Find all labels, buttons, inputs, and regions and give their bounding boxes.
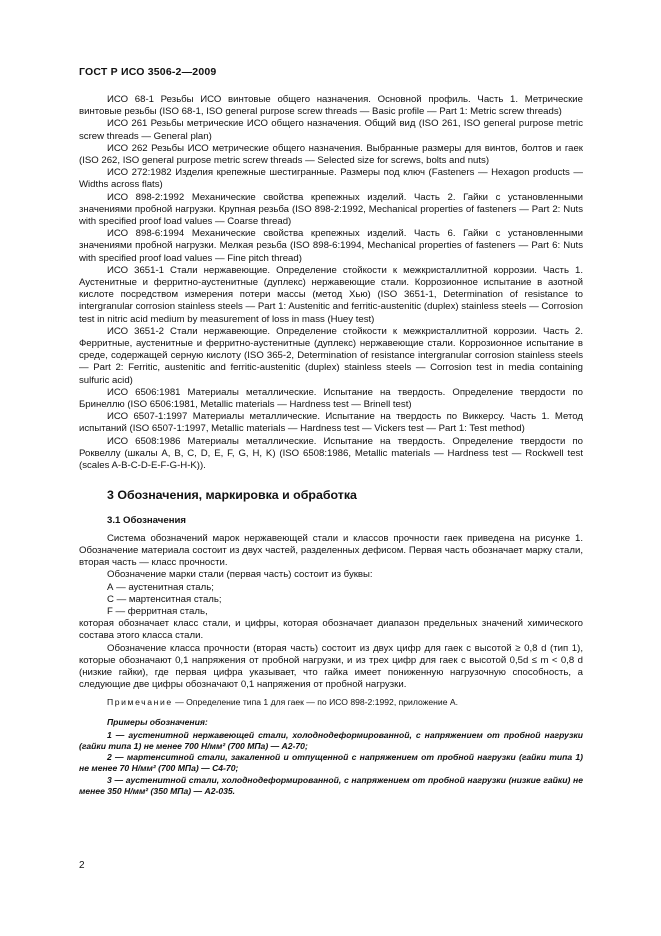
list-item-martensitic: С — мартенситная сталь; [107, 593, 222, 605]
page-number: 2 [79, 860, 85, 871]
paragraph-steel-grade: Обозначение марки стали (первая часть) состоит из буквы: [107, 569, 373, 581]
list-item-ferritic: F — ферритная сталь, [107, 605, 208, 617]
reference-iso-6507-1: ИСО 6507-1:1997 Материалы металлические. Испытание на твердость по Виккерсу. Часть 1. Метод испытаний (ISO 6507-1:1997, Metallic materials — Hardness test — Vickers test — Part 1: Test method) [79, 411, 583, 435]
example-2: 2 — мартенситной стали, закаленной и отпущенной с напряжением от пробной нагрузки (гайки типа 1) не менее 70 Н/мм² (700 МПа) — C4-70; [79, 752, 583, 774]
reference-iso-261: ИСО 261 Резьбы метрические ИСО общего назначения. Общий вид (ISO 261, ISO general purpose metric screw threads — General plan) [79, 118, 583, 142]
reference-iso-898-6: ИСО 898-6:1994 Механические свойства крепежных изделий. Часть 6. Гайки с установленными значениями пробной нагрузки. Мелкая резьба (ISO 898-6:1994, Mechanical properties of fasteners — Part 6: Nuts with specified proof load values — Fine pitch thread) [79, 228, 583, 264]
list-item-austenitic: А — аустенитная сталь; [107, 581, 214, 593]
reference-iso-3651-2: ИСО 3651-2 Стали нержавеющие. Определение стойкости к межкристаллитной коррозии. Часть 2. Ферритные, аустенитные и ферритно-аустенитные (дуплекс) нержавеющие стали. Коррозионное испытание в среде, содержащей серную кислоту (ISO 365-2, Determination of resistance intergranular corrosion stainless steels — Part 2: Ferritic, austenitic and ferritic-austenitic (duplex) stainless steels — Corrosion test in media containing sulfuric acid) [79, 325, 583, 386]
reference-iso-272: ИСО 272:1982 Изделия крепежные шестигранные. Размеры под ключ (Fasteners — Hexagon products — Widths across flats) [79, 167, 583, 191]
reference-iso-6508: ИСО 6508:1986 Материалы металлические. Испытание на твердость. Определение твердости по Роквеллу (шкалы A, B, C, D, E, F, G, H, K) (ISO 6508:1986, Metallic materials — Hardness test — Rockwell test (scales A-B-C-D-E-F-G-H-K)). [79, 435, 583, 472]
subsection-heading: 3.1 Обозначения [107, 514, 186, 526]
document-body [79, 94, 583, 797]
reference-iso-262: ИСО 262 Резьбы ИСО метрические общего назначения. Выбранные размеры для винтов, болтов и гаек (ISO 262, ISO general purpose metric screw threads — Selected size for screws, bolts and nuts) [79, 142, 583, 167]
section-heading: 3 Обозначения, маркировка и обработка [107, 488, 357, 503]
note-label: Примечание [107, 697, 173, 708]
examples-block [79, 717, 583, 797]
paragraph-steel-class: которая обозначает класс стали, и цифры, которая обозначает диапазон предельных значений химического состава этого класса стали. [79, 618, 583, 642]
paragraph-property-class: Обозначение класса прочности (вторая часть) состоит из двух цифр для гаек с высотой ≥ 0,8 d (тип 1), которые обозначают 0,1 напряжения от пробной нагрузки, и из трех цифр для гаек с высотой 0,5d ≤ m < 0,8 d (низкие гайки), где первая цифра указывает, что гайка имеет пониженную нагрузочную способность, а следующие две цифры обозначают 0,1 напряжения от пробной нагрузки. [79, 642, 583, 691]
examples-title: Примеры обозначения: [107, 716, 208, 727]
document-header: ГОСТ Р ИСО 3506-2—2009 [79, 66, 217, 78]
note-text: — Определение типа 1 для гаек — по ИСО 898-2:1992, приложение А. [172, 697, 459, 708]
note [79, 696, 583, 708]
reference-iso-68-1: ИСО 68-1 Резьбы ИСО винтовые общего назначения. Основной профиль. Часть 1. Метрические винтовые резьбы (ISO 68-1, ISO general purpose screw threads — Basic profile — Part 1: Metric screw threads) [79, 94, 583, 118]
example-3: 3 — аустенитной стали, холоднодеформированной, с напряжением от пробной нагрузки (низкие гайки) не менее 350 Н/мм² (350 МПа) — A2-035. [79, 774, 583, 796]
reference-iso-898-2: ИСО 898-2:1992 Механические свойства крепежных изделий. Часть 2. Гайки с установленными значениями пробной нагрузки. Крупная резьба (ISO 898-2:1992, Mechanical properties of fasteners — Part 2: Nuts with specified proof load values — Coarse thread) [79, 191, 583, 228]
paragraph-system: Система обозначений марок нержавеющей стали и классов прочности гаек приведена на рисунке 1. Обозначение материала состоит из двух частей, разделенных дефисом. Первая часть обозначает марку стали, вторая часть — класс прочности. [79, 532, 583, 569]
reference-iso-6506: ИСО 6506:1981 Материалы металлические. Испытание на твердость. Определение твердости по Бринеллю (ISO 6506:1981, Metallic materials — Hardness test — Brinell test) [79, 386, 583, 411]
example-1: 1 — аустенитной нержавеющей стали, холоднодеформированной, с напряжением от пробной нагрузки (гайки типа 1) не менее 700 Н/мм² (700 МПа) — A2-70; [79, 729, 583, 751]
reference-iso-3651-1: ИСО 3651-1 Стали нержавеющие. Определение стойкости к межкристаллитной коррозии. Часть 1. Аустенитные и ферритно-аустенитные (дуплекс) нержавеющие стали. Коррозионное испытание в азотной кислоте посредством измерения потери массы (метод Хью) (ISO 3651-1, Determination of resistance to intergranular corrosion stainless steels — Part 1: Austenitic and ferritic-austenitic (duplex) stainless steels — Corrosion test in nitric acid medium by measurement of loss in mass (Huey test) [79, 264, 583, 325]
